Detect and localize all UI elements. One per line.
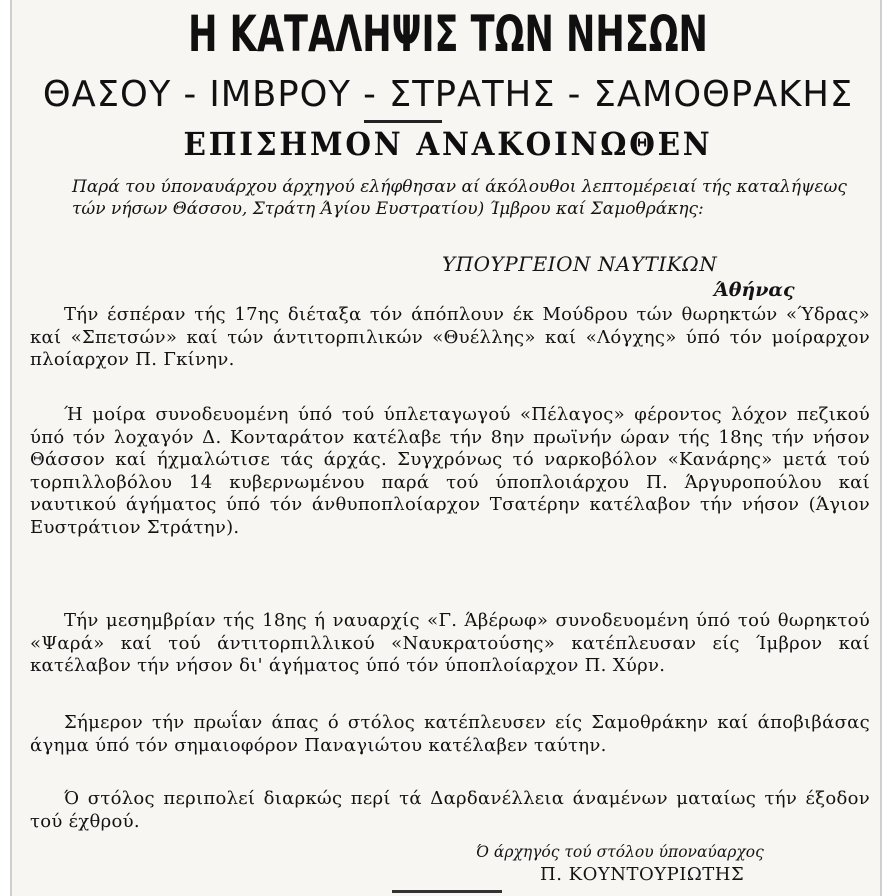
intro-paragraph: Παρά του ύποναυάρχου άρχηγού ελήφθησαν αί άκόλουθοι λεπτομέρειαί τής καταλήψεως τών νήσων Θάσσου, Στράτη Άγίου Ευστρατίου) Ίμβρου καί Σαμοθράκης:	[72, 177, 847, 219]
announcement-heading: ΕΠΙΣΗΜΟΝ ΑΝΑΚΟΙΝΩΘΕΝ	[183, 125, 713, 163]
article-title: Η ΚΑΤΑΛΗΨΙΣ ΤΩΝ ΝΗΣΩΝ	[188, 5, 708, 63]
subtitle-underline	[364, 120, 442, 123]
body-paragraph-3: Τήν μεσημβρίαν τής 18ης ή ναυαρχίς «Γ. Άβέρωφ» συνοδευομένη ύπό τού θωρηκτού «Ψαρά» καί τού άντιτορπιλλικού «Ναυκρατούσης» κατέπλευσαν είς Ίμβρον καί κατέλαβον τήν νήσον δι' άγήματος ύπό τόν ύποπλοίαρχον Π. Χύρν.	[30, 610, 870, 676]
ministry-header: ΥΠΟΥΡΓΕΙΟΝ ΝΑΥΤΙΚΩΝ	[442, 252, 718, 276]
signature-role: Ό άρχηγός τού στόλου ύποναύαρχος	[476, 843, 764, 861]
body-paragraph-5: Ό στόλος περιπολεί διαρκώς περί τά Δαρδανέλλεια άναμένων ματαίως τήν έξοδον τού έχθρού.	[30, 788, 870, 832]
signature-name: Π. ΚΟΥΝΤΟΥΡΙΩΤΗΣ	[540, 864, 745, 885]
newspaper-clipping	[10, 0, 882, 896]
article-subtitle: ΘΑΣΟΥ - ΙΜΒΡΟΥ - ΣΤΡΑΤΗΣ - ΣΑΜΟΘΡΑΚΗΣ	[42, 74, 854, 115]
dateline-city: Άθήνας	[714, 279, 795, 301]
body-paragraph-2: Ή μοίρα συνοδευομένη ύπό τού ύπλεταγωγού «Πέλαγος» φέροντος λόχον πεζικού ύπό τόν λοχαγόν Δ. Κονταράτον κατέλαβε τήν 8ην πρωϊνήν ώραν τής 18ης τήν νήσον Θάσσον καί ήχμαλώτισε τάς άρχάς. Συγχρόνως τό ναρκοβόλον «Κανάρης» μετά τού τορπιλλοβόλου 14 κυβερνωμένου παρά τού ύποπλοιάρχου Π. Άργυροπούλου καί ναυτικού άγήματος ύπό τόν άνθυποπλοίαρχον Τσατέρην κατέλαβον τήν νήσον (Άγιον Ευστράτιον Στράτην).	[30, 404, 870, 538]
body-paragraph-1: Τήν έσπέραν τής 17ης διέταξα τόν άπόπλουν έκ Μούδρου τών θωρηκτών «Ύδρας» καί «Σπετσών» καί τών άντιτορπιλικών «Θυέλλης» καί «Λόγχης» ύπό τόν μοίραρχον πλοίαρχον Π. Γκίνην.	[30, 304, 870, 370]
bottom-rule	[392, 890, 502, 893]
body-paragraph-4: Σήμερον τήν πρωΐαν άπας ό στόλος κατέπλευσεν είς Σαμοθράκην καί άποβιβάσας άγημα ύπό τόν σημαιοφόρον Παναγιώτου κατέλαβεν ταύτην.	[30, 712, 870, 756]
